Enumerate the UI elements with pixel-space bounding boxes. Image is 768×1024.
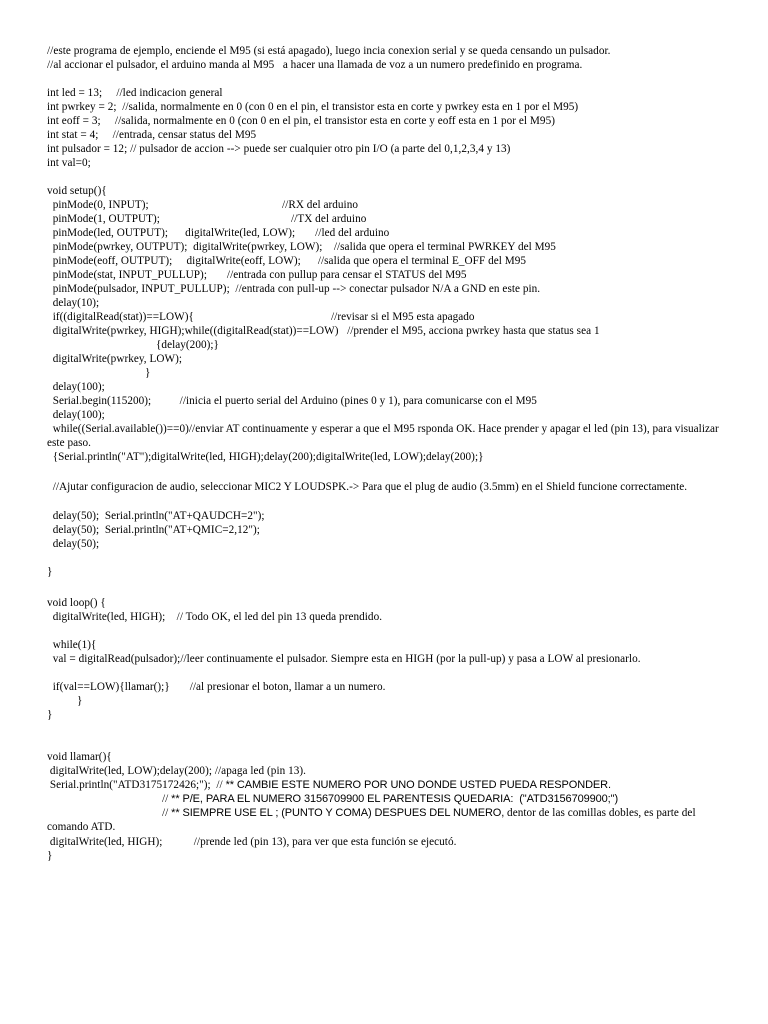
setup-pinmode-tx: pinMode(1, OUTPUT); — [47, 213, 160, 225]
setup-pwrkey-high: digitalWrite(pwrkey, HIGH);while((digitalRead(stat))==LOW) //prender el M95, acciona pwrkey hasta que status sea 1 — [47, 325, 600, 337]
setup-audio-comment: //Ajutar configuracion de audio, seleccionar MIC2 Y LOUDSPK.-> Para que el plug de audio (3.5mm) en el Shield funcione correctamente. — [47, 481, 688, 493]
setup-delay-200-block: {delay(200);} — [156, 339, 219, 351]
llamar-led-low: digitalWrite(led, LOW);delay(200); //apaga led (pin 13). — [47, 765, 306, 777]
llamar-pe-prefix: // — [162, 793, 172, 805]
llamar-led-high: digitalWrite(led, HIGH); //prende led (pin 13), para ver que esta función se ejecutó. — [47, 836, 457, 848]
setup-pinmode-led: pinMode(led, OUTPUT); digitalWrite(led, LOW); //led del arduino — [47, 227, 390, 239]
loop-open: void loop() { — [47, 597, 106, 609]
setup-if-stat-comment: //revisar si el M95 esta apagado — [331, 311, 475, 323]
setup-pinmode-pwrkey: pinMode(pwrkey, OUTPUT); digitalWrite(pwrkey, LOW); //salida que opera el terminal PWRKEY del M95 — [47, 241, 556, 253]
var-stat: int stat = 4; //entrada, censar status del M95 — [47, 129, 257, 141]
llamar-siempre-note: ** SIEMPRE USE EL ; (PUNTO Y COMA) DESPUES DEL NUMERO, — [171, 807, 505, 819]
llamar-close: } — [47, 850, 53, 862]
llamar-siempre-rest: dentor de las comillas dobles, es parte del comando ATD. — [47, 807, 699, 833]
llamar-serial-code: Serial.println("ATD3175172426;"); // — [47, 779, 226, 791]
var-eoff: int eoff = 3; //salida, normalmente en 0 (con 0 en el pin, el transistor esta en corte y eoff esta en 1 por el M95) — [47, 115, 555, 127]
setup-delay-10: delay(10); — [47, 297, 100, 309]
setup-close: } — [47, 566, 53, 578]
setup-pinmode-eoff: pinMode(eoff, OUTPUT); digitalWrite(eoff, LOW); //salida que opera el terminal E_OFF del M95 — [47, 255, 527, 267]
var-val: int val=0; — [47, 157, 91, 169]
loop-val-read: val = digitalRead(pulsador);//leer continuamente el pulsador. Siempre esta en HIGH (por la pull-up) y pasa a LOW al presionarlo. — [47, 653, 641, 665]
setup-at-loop: {Serial.println("AT");digitalWrite(led, HIGH);delay(200);digitalWrite(led, LOW);delay(200);} — [47, 451, 484, 463]
llamar-open: void llamar(){ — [47, 751, 112, 763]
setup-serial-begin: Serial.begin(115200); //inicia el puerto serial del Arduino (pines 0 y 1), para comunicarse con el M95 — [47, 395, 537, 407]
setup-delay-100-b: delay(100); — [47, 409, 105, 421]
llamar-siempre-prefix: // — [162, 807, 172, 819]
llamar-serial-note: ** CAMBIE ESTE NUMERO POR UNO DONDE USTED PUEDA RESPONDER. — [225, 779, 611, 791]
intro-line-1: //este programa de ejemplo, enciende el M95 (si está apagado), luego incia conexion serial y se queda censando un pulsador. — [47, 45, 611, 57]
var-pulsador: int pulsador = 12; // pulsador de accion --> puede ser cualquier otro pin I/O (a parte del 0,1,2,3,4 y 13) — [47, 143, 511, 155]
loop-inner-close: } — [77, 695, 83, 707]
setup-pinmode-pulsador: pinMode(pulsador, INPUT_PULLUP); //entrada con pull-up --> conectar pulsador N/A a GND en este pin. — [47, 283, 541, 295]
var-led: int led = 13; //led indicacion general — [47, 87, 223, 99]
llamar-serial-println — [47, 779, 611, 792]
setup-pinmode-rx: pinMode(0, INPUT); — [47, 199, 149, 211]
intro-line-2: //al accionar el pulsador, el arduino manda al M95 a hacer una llamada de voz a un numero predefinido en programa. — [47, 59, 583, 71]
setup-if-close: } — [145, 367, 151, 379]
setup-if-stat: if((digitalRead(stat))==LOW){ — [47, 311, 194, 323]
setup-qaudch: delay(50); Serial.println("AT+QAUDCH=2"); — [47, 510, 265, 522]
setup-open: void setup(){ — [47, 185, 107, 197]
setup-pinmode-tx-comment: //TX del arduino — [291, 213, 367, 225]
setup-pinmode-stat: pinMode(stat, INPUT_PULLUP); //entrada con pullup para censar el STATUS del M95 — [47, 269, 467, 281]
llamar-siempre-note-line — [47, 807, 723, 834]
loop-while-1: while(1){ — [47, 639, 97, 651]
setup-pinmode-rx-comment: //RX del arduino — [282, 199, 358, 211]
llamar-pe-note: ** P/E, PARA EL NUMERO 3156709900 EL PARENTESIS QUEDARIA: ("ATD3156709900;") — [171, 793, 619, 805]
llamar-pe-note-line — [162, 793, 618, 806]
setup-delay-50: delay(50); — [47, 538, 100, 550]
setup-while-available: while((Serial.available())==0)//enviar AT continuamente y esperar a que el M95 rsponda OK. Hace prender y apagar el led (pin 13), para visualizar este paso. — [47, 423, 722, 449]
loop-if-val: if(val==LOW){llamar();} //al presionar el boton, llamar a un numero. — [47, 681, 386, 693]
var-pwrkey: int pwrkey = 2; //salida, normalmente en 0 (con 0 en el pin, el transistor esta en corte y pwrkey esta en 1 por el M95) — [47, 101, 579, 113]
setup-pwrkey-low: digitalWrite(pwrkey, LOW); — [47, 353, 183, 365]
setup-delay-100-a: delay(100); — [47, 381, 105, 393]
setup-qmic: delay(50); Serial.println("AT+QMIC=2,12"); — [47, 524, 260, 536]
loop-led-high: digitalWrite(led, HIGH); // Todo OK, el led del pin 13 queda prendido. — [47, 611, 383, 623]
loop-close: } — [47, 709, 53, 721]
